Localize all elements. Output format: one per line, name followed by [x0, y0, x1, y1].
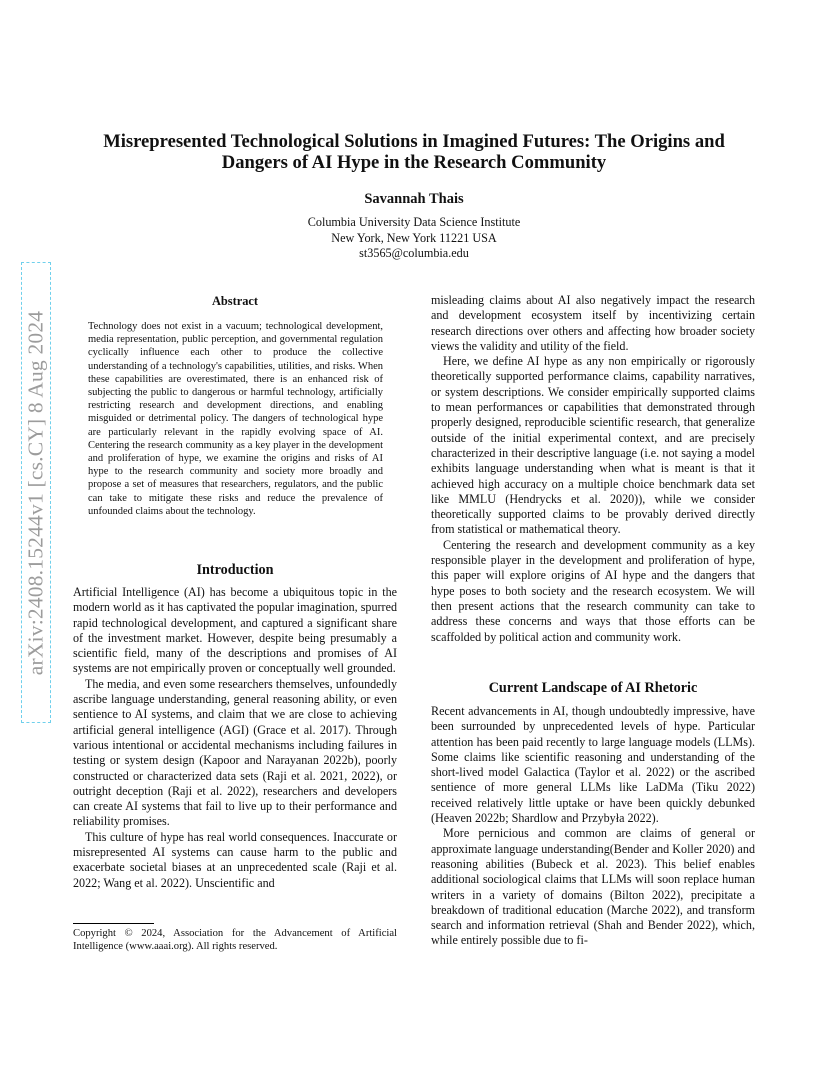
intro-paragraph-3: This culture of hype has real world consequences. Inaccurate or misrepresented AI systems can cause harm to the public and exacerbate societal biases at an unprecedented scale (Raji et al. 2022; Wang et al. 2022). Unscientific and: [73, 829, 397, 890]
footnote-rule: [73, 923, 154, 924]
landscape-paragraph-1: Recent advancements in AI, though undoubtedly impressive, have been surrounded by unprecedented levels of hype. Particular attention has been paid recently to large language models (LLMs). Some claims like scientific reasoning and understanding of the short-lived model Galactica (Taylor et al. 2022) or the ascribed sentience of more general LLMs like LaDMa (Tiku 2022) received relatively little uptake or have been quickly debunked (Heaven 2022b; Shardlow and Przybyła 2022).: [431, 704, 755, 826]
introduction-body: [73, 585, 397, 891]
right-paragraph-2: Here, we define AI hype as any non empirically or rigorously theoretically supported performance claims, capability narratives, or system descriptions. We consider empirically supported claims to mean performances or capabilities that demonstrated through properly designed, reproducible scientific research, that generalize outside of the initial experimental context, and are precisely characterized in their descriptive language (i.e. not saying a model exhibits language understanding when what is meant is that it achieved high accuracy on a multiple choice benchmark data set like MMLU (Hendrycks et al. 2020)), while we consider theoretically supported claims to be provably derived directly from statistical or mathematical theory.: [431, 354, 755, 537]
paper-title: [60, 131, 768, 173]
right-paragraph-3: Centering the research and development community as a key responsible player in the development and proliferation of hype, this paper will explore origins of AI hype and the dangers that hype poses to both society and the research ecosystem. We will then present actions that the research community can take to address these concerns and ways that those efforts can be scaffolded by political action and community work.: [431, 537, 755, 644]
title-line-1: Misrepresented Technological Solutions in Imagined Futures: The Origins and: [103, 131, 725, 152]
affiliation-institution: Columbia University Data Science Institute: [307, 215, 521, 229]
arxiv-stamp-text: arXiv:2408.15244v1 [cs.CY] 8 Aug 2024: [23, 310, 48, 675]
author-name: Savannah Thais: [364, 191, 464, 207]
introduction-heading: Introduction: [196, 562, 274, 578]
right-column-intro-continued: [431, 293, 755, 645]
intro-paragraph-2: The media, and even some researchers themselves, unfoundedly ascribe language understanding, general reasoning ability, or even sentience to AI systems, and claim that we are close to achieving artificial general intelligence (AGI) (Grace et al. 2017). Through various intentional or accidental mechanisms including failures in testing or system design (Kapoor and Narayanan 2022b), poorly constructed or characterized data sets (Raji et al. 2021, 2022), or outright deception (Raji et al. 2022), researchers and developers can create AI systems that fail to live up to their performance and reliability promises.: [73, 676, 397, 829]
abstract-text: Technology does not exist in a vacuum; technological development, media representation, public perception, and governmental regulation cyclically influence each other to produce the collective understanding of a technology's capabilities, utilities, and risks. When these capabilities are overestimated, there is an enhanced risk of subjecting the public to dangerous or harmful technology, artificially restricting research and development directions, and enabling misguided or detrimental policy. The dangers of technological hype are particularly relevant in the rapidly evolving space of AI. Centering the research community as a key player in the development and proliferation of hype, we examine the origins and risks of AI hype to the research community and society more broadly and propose a set of measures that researchers, regulators, and the public can take to mitigate these risks and reduce the prevalence of unfounded claims about the technology.: [88, 321, 383, 517]
landscape-paragraph-2: More pernicious and common are claims of general or approximate language understanding(Bender and Koller 2020) and reasoning abilities (Bubeck et al. 2023). This belief enables additional sociological claims that LLMs will soon replace human writers in a variety of domains (Bilton 2022), precipitate a breakdown of traditional education (Marche 2022), and transform search and information retrieval (Shah and Bender 2022), which, while entirely possible due to fi-: [431, 826, 755, 948]
affiliation-email: st3565@columbia.edu: [359, 246, 469, 261]
affiliation-address: New York, New York 11221 USA: [331, 230, 497, 245]
affiliation-block: [0, 215, 828, 262]
title-line-2: Dangers of AI Hype in the Research Community: [221, 152, 607, 173]
copyright-notice: Copyright © 2024, Association for the Advancement of Artificial Intelligence (www.aaai.org). All rights reserved.: [73, 928, 397, 953]
intro-paragraph-1: Artificial Intelligence (AI) has become a ubiquitous topic in the modern world as it has captivated the popular imagination, spurred rapid technological development, and captured a significant share of the investment market. However, despite being presumably a scientific field, many of the descriptions and promises of AI systems are not empirically proven or conceptually well grounded.: [73, 585, 397, 676]
abstract-heading: Abstract: [211, 294, 259, 308]
arxiv-stamp: [21, 262, 51, 723]
landscape-body: [431, 704, 755, 949]
landscape-heading: Current Landscape of AI Rhetoric: [488, 680, 698, 696]
right-paragraph-1: misleading claims about AI also negatively impact the research and development ecosystem itself by incentivizing certain research directions over others and affecting how broader society views the validity and utility of the field.: [431, 293, 755, 353]
